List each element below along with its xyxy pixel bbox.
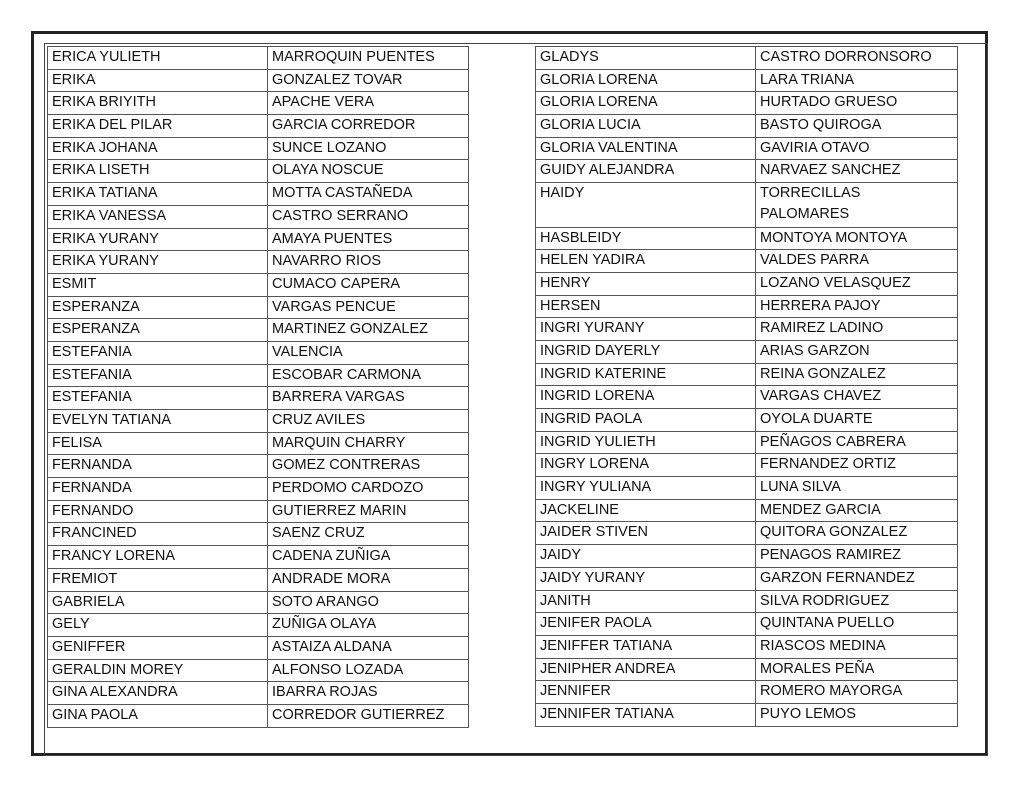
last-name-cell: ROMERO MAYORGA: [756, 681, 958, 704]
last-name-cell: BASTO QUIROGA: [756, 115, 958, 138]
table-row: [536, 318, 958, 341]
last-name-cell: IBARRA ROJAS: [268, 682, 469, 705]
last-name-cell: SUNCE LOZANO: [268, 137, 469, 160]
table-row: [536, 567, 958, 590]
table-row: [536, 522, 958, 545]
first-name-cell: ERIKA DEL PILAR: [48, 115, 268, 138]
table-row: [48, 137, 469, 160]
first-name-cell: FERNANDA: [48, 478, 268, 501]
last-name-cell: GARCIA CORREDOR: [268, 115, 469, 138]
table-row: [536, 137, 958, 160]
table-row: [48, 704, 469, 727]
table-row: [536, 590, 958, 613]
last-name-cell: GUTIERREZ MARIN: [268, 500, 469, 523]
first-name-cell: FRANCINED: [48, 523, 268, 546]
last-name-cell: ALFONSO LOZADA: [268, 659, 469, 682]
last-name-cell: RIASCOS MEDINA: [756, 635, 958, 658]
table-row: [536, 635, 958, 658]
first-name-cell: JENIFFER TATIANA: [536, 635, 756, 658]
table-row: [48, 115, 469, 138]
table-row: [536, 272, 958, 295]
names-table-left: [47, 46, 469, 728]
last-name-cell: VARGAS CHAVEZ: [756, 386, 958, 409]
table-row: [48, 455, 469, 478]
last-name-cell: SOTO ARANGO: [268, 591, 469, 614]
table-row: [536, 340, 958, 363]
first-name-cell: ERIKA VANESSA: [48, 205, 268, 228]
first-name-cell: JENNIFER: [536, 681, 756, 704]
first-name-cell: INGRI YURANY: [536, 318, 756, 341]
last-name-cell: MARROQUIN PUENTES: [268, 47, 469, 70]
table-row: [48, 568, 469, 591]
first-name-cell: GINA PAOLA: [48, 704, 268, 727]
table-row: [536, 613, 958, 636]
last-name-cell: BARRERA VARGAS: [268, 387, 469, 410]
table-row: [48, 92, 469, 115]
last-name-cell: HERRERA PAJOY: [756, 295, 958, 318]
first-name-cell: HENRY: [536, 272, 756, 295]
last-name-cell: LOZANO VELASQUEZ: [756, 272, 958, 295]
last-name-cell: RAMIREZ LADINO: [756, 318, 958, 341]
last-name-cell: HURTADO GRUESO: [756, 92, 958, 115]
table-row: [48, 546, 469, 569]
last-name-cell: LUNA SILVA: [756, 477, 958, 500]
table-row: [48, 341, 469, 364]
table-row: [536, 681, 958, 704]
last-name-cell: MENDEZ GARCIA: [756, 499, 958, 522]
last-name-cell: VALENCIA: [268, 341, 469, 364]
first-name-cell: GINA ALEXANDRA: [48, 682, 268, 705]
last-name-cell: MARQUIN CHARRY: [268, 432, 469, 455]
table-row: [536, 454, 958, 477]
first-name-cell: ERIKA LISETH: [48, 160, 268, 183]
table-row: [536, 250, 958, 273]
table-row: [536, 409, 958, 432]
last-name-cell: PENAGOS RAMIREZ: [756, 545, 958, 568]
table-row: [48, 614, 469, 637]
last-name-cell: NARVAEZ SANCHEZ: [756, 160, 958, 183]
table-row: [536, 703, 958, 726]
last-name-cell: VARGAS PENCUE: [268, 296, 469, 319]
last-name-cell: CADENA ZUÑIGA: [268, 546, 469, 569]
first-name-cell: JENNIFER TATIANA: [536, 703, 756, 726]
table-row: [48, 410, 469, 433]
first-name-cell: JACKELINE: [536, 499, 756, 522]
last-name-cell: TORRECILLAS PALOMARES: [756, 183, 958, 227]
last-name-cell: MARTINEZ GONZALEZ: [268, 319, 469, 342]
last-name-cell: ESCOBAR CARMONA: [268, 364, 469, 387]
first-name-cell: GLORIA VALENTINA: [536, 137, 756, 160]
first-name-cell: GLORIA LORENA: [536, 69, 756, 92]
table-row: [536, 295, 958, 318]
last-name-cell: ANDRADE MORA: [268, 568, 469, 591]
first-name-cell: HAIDY: [536, 183, 756, 227]
last-name-cell: QUITORA GONZALEZ: [756, 522, 958, 545]
last-name-cell: PERDOMO CARDOZO: [268, 478, 469, 501]
table-row: [48, 228, 469, 251]
table-row: [48, 296, 469, 319]
table-row: [48, 500, 469, 523]
table-row: [48, 205, 469, 228]
table-row: [536, 386, 958, 409]
first-name-cell: ESTEFANIA: [48, 341, 268, 364]
first-name-cell: INGRID KATERINE: [536, 363, 756, 386]
table-row: [48, 636, 469, 659]
table-row: [48, 432, 469, 455]
first-name-cell: JAIDY YURANY: [536, 567, 756, 590]
last-name-cell: CASTRO DORRONSORO: [756, 47, 958, 70]
first-name-cell: ESPERANZA: [48, 296, 268, 319]
first-name-cell: EVELYN TATIANA: [48, 410, 268, 433]
last-name-cell: VALDES PARRA: [756, 250, 958, 273]
last-name-cell: CUMACO CAPERA: [268, 273, 469, 296]
first-name-cell: GENIFFER: [48, 636, 268, 659]
table-row: [48, 319, 469, 342]
last-name-cell: REINA GONZALEZ: [756, 363, 958, 386]
first-name-cell: ERIKA TATIANA: [48, 183, 268, 206]
last-name-cell: ARIAS GARZON: [756, 340, 958, 363]
first-name-cell: JANITH: [536, 590, 756, 613]
table-row: [536, 183, 958, 227]
table-row: [536, 658, 958, 681]
first-name-cell: GUIDY ALEJANDRA: [536, 160, 756, 183]
last-name-cell: ASTAIZA ALDANA: [268, 636, 469, 659]
last-name-cell: ZUÑIGA OLAYA: [268, 614, 469, 637]
first-name-cell: FERNANDO: [48, 500, 268, 523]
last-name-cell: CORREDOR GUTIERREZ: [268, 704, 469, 727]
last-name-cell: OLAYA NOSCUE: [268, 160, 469, 183]
first-name-cell: ESTEFANIA: [48, 364, 268, 387]
first-name-cell: INGRID DAYERLY: [536, 340, 756, 363]
first-name-cell: ESTEFANIA: [48, 387, 268, 410]
last-name-cell: SILVA RODRIGUEZ: [756, 590, 958, 613]
last-name-cell: NAVARRO RIOS: [268, 251, 469, 274]
table-row: [48, 591, 469, 614]
table-row: [48, 273, 469, 296]
last-name-cell: CASTRO SERRANO: [268, 205, 469, 228]
first-name-cell: INGRY YULIANA: [536, 477, 756, 500]
last-name-cell: MORALES PEÑA: [756, 658, 958, 681]
table-row: [48, 69, 469, 92]
first-name-cell: JAIDY: [536, 545, 756, 568]
first-name-cell: ERIKA YURANY: [48, 228, 268, 251]
table-row: [536, 499, 958, 522]
last-name-cell: PEÑAGOS CABRERA: [756, 431, 958, 454]
last-name-cell: AMAYA PUENTES: [268, 228, 469, 251]
first-name-cell: FRANCY LORENA: [48, 546, 268, 569]
table-row: [536, 160, 958, 183]
first-name-cell: ERICA YULIETH: [48, 47, 268, 70]
first-name-cell: INGRID YULIETH: [536, 431, 756, 454]
last-name-cell: SAENZ CRUZ: [268, 523, 469, 546]
first-name-cell: GLORIA LORENA: [536, 92, 756, 115]
table-row: [48, 251, 469, 274]
table-row: [536, 227, 958, 250]
table-row: [48, 160, 469, 183]
names-table-left-body: [48, 47, 469, 728]
first-name-cell: GELY: [48, 614, 268, 637]
table-row: [536, 92, 958, 115]
first-name-cell: ESMIT: [48, 273, 268, 296]
first-name-cell: FREMIOT: [48, 568, 268, 591]
last-name-cell: APACHE VERA: [268, 92, 469, 115]
last-name-cell: QUINTANA PUELLO: [756, 613, 958, 636]
last-name-cell: MOTTA CASTAÑEDA: [268, 183, 469, 206]
table-row: [536, 477, 958, 500]
first-name-cell: JAIDER STIVEN: [536, 522, 756, 545]
first-name-cell: FERNANDA: [48, 455, 268, 478]
first-name-cell: GLADYS: [536, 47, 756, 70]
last-name-cell: LARA TRIANA: [756, 69, 958, 92]
first-name-cell: INGRID PAOLA: [536, 409, 756, 432]
table-row: [48, 387, 469, 410]
first-name-cell: INGRY LORENA: [536, 454, 756, 477]
names-table-right-body: [536, 47, 958, 727]
first-name-cell: ERIKA YURANY: [48, 251, 268, 274]
table-row: [48, 478, 469, 501]
last-name-cell: FERNANDEZ ORTIZ: [756, 454, 958, 477]
first-name-cell: INGRID LORENA: [536, 386, 756, 409]
first-name-cell: ESPERANZA: [48, 319, 268, 342]
last-name-cell: MONTOYA MONTOYA: [756, 227, 958, 250]
last-name-cell: GARZON FERNANDEZ: [756, 567, 958, 590]
table-row: [48, 682, 469, 705]
table-row: [48, 183, 469, 206]
table-row: [48, 523, 469, 546]
table-row: [536, 431, 958, 454]
first-name-cell: GLORIA LUCIA: [536, 115, 756, 138]
last-name-cell: GOMEZ CONTRERAS: [268, 455, 469, 478]
first-name-cell: HELEN YADIRA: [536, 250, 756, 273]
table-row: [536, 69, 958, 92]
first-name-cell: ERIKA: [48, 69, 268, 92]
table-row: [536, 363, 958, 386]
first-name-cell: ERIKA BRIYITH: [48, 92, 268, 115]
first-name-cell: HERSEN: [536, 295, 756, 318]
first-name-cell: JENIFER PAOLA: [536, 613, 756, 636]
table-row: [536, 115, 958, 138]
names-table-right: [535, 46, 958, 727]
first-name-cell: GABRIELA: [48, 591, 268, 614]
table-row: [536, 47, 958, 70]
last-name-cell: CRUZ AVILES: [268, 410, 469, 433]
first-name-cell: ERIKA JOHANA: [48, 137, 268, 160]
table-row: [48, 47, 469, 70]
last-name-cell: PUYO LEMOS: [756, 703, 958, 726]
first-name-cell: JENIPHER ANDREA: [536, 658, 756, 681]
last-name-cell: GONZALEZ TOVAR: [268, 69, 469, 92]
first-name-cell: GERALDIN MOREY: [48, 659, 268, 682]
table-row: [48, 659, 469, 682]
first-name-cell: HASBLEIDY: [536, 227, 756, 250]
last-name-cell: GAVIRIA OTAVO: [756, 137, 958, 160]
table-row: [536, 545, 958, 568]
table-row: [48, 364, 469, 387]
last-name-cell: OYOLA DUARTE: [756, 409, 958, 432]
first-name-cell: FELISA: [48, 432, 268, 455]
